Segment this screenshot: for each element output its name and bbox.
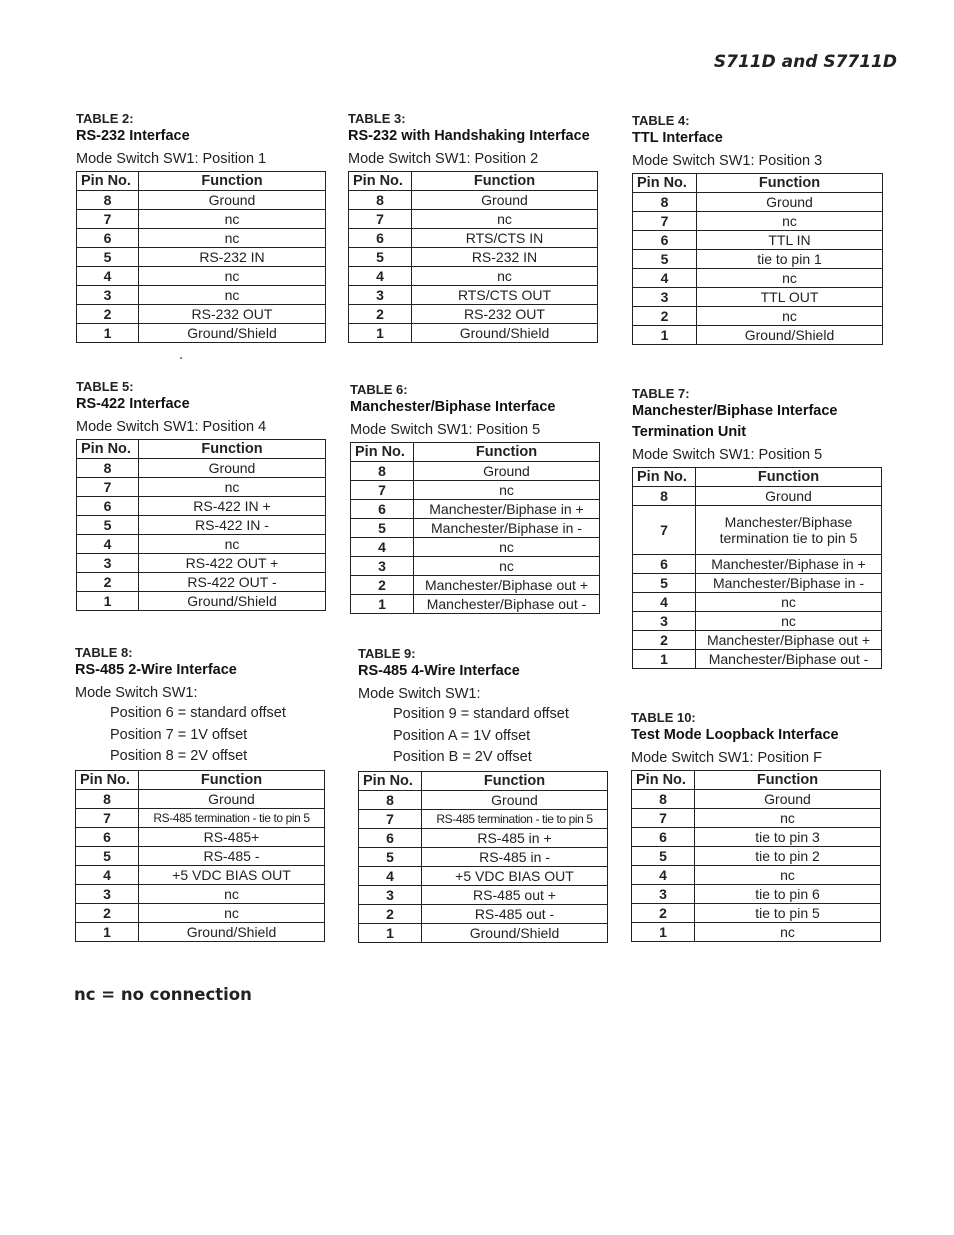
table-row	[76, 922, 325, 941]
table-name: RS-232 Interface	[76, 128, 190, 144]
table-row	[77, 554, 326, 573]
pin-number-cell: 3	[633, 288, 697, 307]
pin-number-cell: 3	[76, 884, 139, 903]
pin-number-cell: 1	[633, 326, 697, 345]
pin-number-cell: 5	[633, 250, 697, 269]
pin-column-header: Pin No.	[76, 770, 139, 789]
table-row	[632, 790, 881, 809]
pin-table	[632, 467, 882, 669]
function-cell: nc	[696, 612, 882, 631]
table-10-block	[631, 709, 881, 942]
table-row	[351, 538, 600, 557]
table-row	[632, 828, 881, 847]
table-row	[351, 576, 600, 595]
table-row	[632, 847, 881, 866]
pin-number-cell: 3	[77, 286, 139, 305]
pin-number-cell: 4	[349, 267, 412, 286]
function-cell: RS-422 IN +	[139, 497, 326, 516]
mode-switch-text: Mode Switch SW1: Position 2	[348, 151, 539, 167]
table-row	[76, 808, 325, 827]
function-cell: nc	[697, 307, 883, 326]
pin-number-cell: 2	[633, 307, 697, 326]
pin-number-cell: 8	[633, 193, 697, 212]
table-row	[76, 865, 325, 884]
pin-number-cell: 1	[633, 650, 696, 669]
function-cell: nc	[414, 557, 600, 576]
pin-number-cell: 5	[359, 847, 422, 866]
pin-number-cell: 4	[76, 865, 139, 884]
table-row	[349, 286, 598, 305]
mode-switch-text: Mode Switch SW1:	[358, 686, 481, 702]
pin-number-cell: 6	[77, 229, 139, 248]
function-cell: Ground	[139, 191, 326, 210]
function-cell: nc	[139, 210, 326, 229]
pin-number-cell: 8	[77, 459, 139, 478]
function-cell: RS-232 OUT	[139, 305, 326, 324]
function-cell: Ground/Shield	[139, 922, 325, 941]
function-cell: RS-485 termination - tie to pin 5	[422, 809, 608, 828]
table-4-block	[632, 112, 883, 345]
function-cell: Ground	[139, 789, 325, 808]
pin-column-header: Pin No.	[351, 443, 414, 462]
function-cell: tie to pin 5	[695, 904, 881, 923]
pin-number-cell: 3	[349, 286, 412, 305]
table-row	[632, 866, 881, 885]
table-row	[351, 481, 600, 500]
table-row	[349, 191, 598, 210]
function-cell: RS-422 IN -	[139, 516, 326, 535]
pin-number-cell: 3	[351, 557, 414, 576]
pin-number-cell: 4	[359, 866, 422, 885]
table-row	[633, 250, 883, 269]
position-line: Position 8 = 2V offset	[110, 748, 248, 764]
function-column-header: Function	[422, 771, 608, 790]
pin-table	[631, 770, 881, 942]
pin-number-cell: 2	[349, 305, 412, 324]
pin-number-cell: 8	[633, 487, 696, 506]
function-cell: tie to pin 3	[695, 828, 881, 847]
table-row	[76, 789, 325, 808]
table-label: TABLE 5:	[76, 379, 134, 394]
pin-number-cell: 5	[632, 847, 695, 866]
pin-number-cell: 3	[359, 885, 422, 904]
function-cell: +5 VDC BIAS OUT	[139, 865, 325, 884]
table-row	[633, 574, 882, 593]
pin-number-cell: 1	[77, 324, 139, 343]
pin-number-cell: 5	[349, 248, 412, 267]
pin-number-cell: 6	[76, 827, 139, 846]
mode-switch-text: Mode Switch SW1:	[75, 685, 198, 701]
function-cell: nc	[139, 478, 326, 497]
table-name: Test Mode Loopback Interface	[631, 727, 839, 743]
function-column-header: Function	[139, 770, 325, 789]
pin-number-cell: 4	[77, 267, 139, 286]
table-row	[632, 904, 881, 923]
function-cell: TTL OUT	[697, 288, 883, 307]
pin-column-header: Pin No.	[359, 771, 422, 790]
function-cell: nc	[695, 809, 881, 828]
table-row	[633, 326, 883, 345]
pin-number-cell: 7	[77, 210, 139, 229]
table-row	[77, 286, 326, 305]
pin-number-cell: 7	[359, 809, 422, 828]
function-cell: nc	[139, 535, 326, 554]
table-row	[633, 487, 882, 506]
table-2-block	[76, 110, 326, 343]
function-cell: RS-485 termination - tie to pin 5	[139, 808, 325, 827]
pin-number-cell: 7	[349, 210, 412, 229]
table-name: Manchester/Biphase Interface	[350, 399, 556, 415]
table-name: RS-232 with Handshaking Interface	[348, 128, 590, 144]
pin-number-cell: 3	[633, 612, 696, 631]
table-row	[77, 248, 326, 267]
table-name-line-2: Termination Unit	[632, 424, 747, 440]
pin-number-cell: 5	[633, 574, 696, 593]
table-row	[77, 478, 326, 497]
table-label: TABLE 9:	[358, 646, 416, 661]
mode-switch-text: Mode Switch SW1: Position 5	[350, 422, 541, 438]
function-cell: RS-232 IN	[139, 248, 326, 267]
position-line: Position 7 = 1V offset	[110, 726, 248, 743]
pin-table	[348, 171, 598, 343]
function-column-header: Function	[697, 174, 883, 193]
function-column-header: Function	[696, 468, 882, 487]
function-cell: RS-485 out +	[422, 885, 608, 904]
pin-number-cell: 1	[359, 923, 422, 942]
table-label: TABLE 6:	[350, 382, 408, 397]
table-row	[351, 595, 600, 614]
table-row	[359, 923, 608, 942]
pin-number-cell: 7	[351, 481, 414, 500]
table-label: TABLE 10:	[631, 710, 696, 725]
function-cell: Ground	[422, 790, 608, 809]
pin-number-cell: 8	[76, 789, 139, 808]
table-row	[77, 535, 326, 554]
pin-number-cell: 5	[76, 846, 139, 865]
pin-number-cell: 2	[351, 576, 414, 595]
pin-number-cell: 6	[633, 555, 696, 574]
function-cell: Ground/Shield	[139, 592, 326, 611]
position-line: Position 9 = standard offset	[393, 706, 569, 722]
table-6-block	[350, 381, 600, 614]
pin-table	[358, 771, 608, 943]
function-cell: Ground/Shield	[422, 923, 608, 942]
table-row	[359, 828, 608, 847]
table-row	[351, 500, 600, 519]
function-cell: RS-485 -	[139, 846, 325, 865]
table-label: TABLE 4:	[632, 113, 690, 128]
function-cell: nc	[412, 210, 598, 229]
function-cell: nc	[139, 903, 325, 922]
function-cell: nc	[414, 481, 600, 500]
pin-number-cell: 7	[633, 212, 697, 231]
table-row	[76, 903, 325, 922]
pin-number-cell: 1	[632, 923, 695, 942]
pin-table	[76, 439, 326, 611]
function-cell: nc	[695, 923, 881, 942]
table-7-block	[632, 385, 882, 669]
function-cell: RS-485 in +	[422, 828, 608, 847]
table-row	[633, 650, 882, 669]
table-row	[633, 612, 882, 631]
table-row	[359, 885, 608, 904]
pin-number-cell: 1	[351, 595, 414, 614]
table-row	[351, 519, 600, 538]
function-cell: nc	[139, 229, 326, 248]
pin-column-header: Pin No.	[77, 440, 139, 459]
table-row	[633, 307, 883, 326]
table-row	[359, 866, 608, 885]
function-cell: +5 VDC BIAS OUT	[422, 866, 608, 885]
function-cell: Ground	[696, 487, 882, 506]
table-5-block	[76, 378, 326, 611]
table-row	[77, 516, 326, 535]
table-row	[351, 557, 600, 576]
table-row	[349, 210, 598, 229]
pin-number-cell: 2	[76, 903, 139, 922]
table-row	[351, 462, 600, 481]
function-cell: Ground	[697, 193, 883, 212]
pin-number-cell: 4	[633, 269, 697, 288]
table-row	[77, 229, 326, 248]
pin-column-header: Pin No.	[633, 174, 697, 193]
table-row	[77, 324, 326, 343]
function-cell: RS-485 out -	[422, 904, 608, 923]
table-row	[349, 305, 598, 324]
pin-table	[76, 171, 326, 343]
pin-number-cell: 1	[76, 922, 139, 941]
table-row	[349, 324, 598, 343]
function-cell: tie to pin 2	[695, 847, 881, 866]
function-cell: RS-422 OUT +	[139, 554, 326, 573]
pin-number-cell: 8	[77, 191, 139, 210]
function-cell: RS-232 IN	[412, 248, 598, 267]
position-line: Position B = 2V offset	[393, 749, 532, 765]
pin-number-cell: 4	[632, 866, 695, 885]
function-cell: Manchester/Biphase in +	[414, 500, 600, 519]
document-title: S711D and S7711D	[713, 52, 897, 72]
function-cell: RS-485+	[139, 827, 325, 846]
function-cell: nc	[697, 269, 883, 288]
mode-switch-text: Mode Switch SW1: Position 5	[632, 447, 823, 463]
table-row	[77, 459, 326, 478]
pin-number-cell: 2	[359, 904, 422, 923]
table-label: TABLE 7:	[632, 386, 690, 401]
table-row	[633, 506, 882, 555]
function-cell: RS-232 OUT	[412, 305, 598, 324]
pin-number-cell: 2	[77, 573, 139, 592]
table-row	[77, 497, 326, 516]
table-row	[359, 904, 608, 923]
pin-column-header: Pin No.	[632, 771, 695, 790]
function-cell: nc	[139, 884, 325, 903]
table-name: TTL Interface	[632, 130, 723, 146]
pin-number-cell: 7	[77, 478, 139, 497]
pin-number-cell: 1	[77, 592, 139, 611]
function-column-header: Function	[695, 771, 881, 790]
function-cell: nc	[139, 286, 326, 305]
table-row	[76, 884, 325, 903]
table-row	[349, 267, 598, 286]
function-cell: Ground	[414, 462, 600, 481]
pin-number-cell: 3	[77, 554, 139, 573]
mode-switch-text: Mode Switch SW1: Position F	[631, 750, 822, 766]
pin-number-cell: 3	[632, 885, 695, 904]
table-name: RS-485 4-Wire Interface	[358, 663, 520, 679]
pin-number-cell: 8	[632, 790, 695, 809]
table-row	[632, 885, 881, 904]
function-cell: Ground/Shield	[697, 326, 883, 345]
function-cell: Ground	[412, 191, 598, 210]
pin-table	[632, 173, 883, 345]
pin-number-cell: 1	[349, 324, 412, 343]
function-cell: Manchester/Biphase in -	[414, 519, 600, 538]
pin-table	[75, 770, 325, 942]
table-row	[349, 229, 598, 248]
pin-number-cell: 7	[633, 506, 696, 555]
function-cell: Manchester/Biphase termination tie to pin 5	[696, 506, 882, 555]
table-name: Manchester/Biphase Interface	[632, 403, 838, 419]
pin-number-cell: 5	[77, 248, 139, 267]
function-cell: nc	[695, 866, 881, 885]
pin-number-cell: 7	[76, 808, 139, 827]
table-row	[633, 193, 883, 212]
table-row	[632, 923, 881, 942]
pin-number-cell: 6	[351, 500, 414, 519]
function-cell: RTS/CTS OUT	[412, 286, 598, 305]
footnote: nc = no connection	[74, 985, 252, 1004]
function-cell: Manchester/Biphase out +	[414, 576, 600, 595]
pin-column-header: Pin No.	[349, 172, 412, 191]
table-row	[77, 191, 326, 210]
pin-number-cell: 2	[77, 305, 139, 324]
function-cell: nc	[139, 267, 326, 286]
table-9-block	[358, 645, 608, 943]
pin-number-cell: 4	[633, 593, 696, 612]
pin-number-cell: 6	[633, 231, 697, 250]
function-column-header: Function	[412, 172, 598, 191]
pin-number-cell: 6	[349, 229, 412, 248]
table-row	[633, 288, 883, 307]
pin-number-cell: 6	[77, 497, 139, 516]
pin-number-cell: 4	[77, 535, 139, 554]
table-row	[77, 573, 326, 592]
mode-switch-text: Mode Switch SW1: Position 1	[76, 151, 267, 167]
position-line: Position A = 1V offset	[393, 727, 531, 744]
function-column-header: Function	[139, 440, 326, 459]
table-name: RS-422 Interface	[76, 396, 190, 412]
table-row	[359, 847, 608, 866]
scan-speck	[180, 357, 182, 359]
pin-number-cell: 8	[359, 790, 422, 809]
table-row	[633, 555, 882, 574]
table-label: TABLE 3:	[348, 111, 406, 126]
function-cell: Manchester/Biphase in +	[696, 555, 882, 574]
function-cell: nc	[412, 267, 598, 286]
table-row	[76, 827, 325, 846]
table-row	[77, 210, 326, 229]
function-cell: tie to pin 1	[697, 250, 883, 269]
table-row	[633, 631, 882, 650]
function-cell: nc	[414, 538, 600, 557]
table-row	[359, 809, 608, 828]
function-cell: TTL IN	[697, 231, 883, 250]
table-3-block	[348, 110, 598, 343]
function-cell: Ground	[139, 459, 326, 478]
table-row	[633, 269, 883, 288]
function-cell: RS-485 in -	[422, 847, 608, 866]
function-cell: Manchester/Biphase out -	[414, 595, 600, 614]
pin-number-cell: 2	[633, 631, 696, 650]
pin-column-header: Pin No.	[633, 468, 696, 487]
pin-number-cell: 5	[351, 519, 414, 538]
pin-number-cell: 2	[632, 904, 695, 923]
table-row	[632, 809, 881, 828]
pin-number-cell: 4	[351, 538, 414, 557]
table-row	[77, 267, 326, 286]
function-cell: Manchester/Biphase out +	[696, 631, 882, 650]
pin-number-cell: 6	[632, 828, 695, 847]
table-label: TABLE 2:	[76, 111, 134, 126]
pin-number-cell: 8	[351, 462, 414, 481]
function-cell: Ground	[695, 790, 881, 809]
pin-table	[350, 442, 600, 614]
table-row	[349, 248, 598, 267]
function-cell: Manchester/Biphase in -	[696, 574, 882, 593]
position-line: Position 6 = standard offset	[110, 705, 286, 721]
function-cell: Ground/Shield	[139, 324, 326, 343]
table-row	[633, 212, 883, 231]
pin-number-cell: 5	[77, 516, 139, 535]
function-cell: nc	[696, 593, 882, 612]
table-row	[77, 305, 326, 324]
function-cell: RS-422 OUT -	[139, 573, 326, 592]
pin-number-cell: 8	[349, 191, 412, 210]
table-label: TABLE 8:	[75, 645, 133, 660]
table-row	[359, 790, 608, 809]
pin-column-header: Pin No.	[77, 172, 139, 191]
mode-switch-text: Mode Switch SW1: Position 3	[632, 153, 823, 169]
table-row	[633, 593, 882, 612]
pin-number-cell: 6	[359, 828, 422, 847]
table-row	[76, 846, 325, 865]
function-cell: Manchester/Biphase out -	[696, 650, 882, 669]
function-cell: Ground/Shield	[412, 324, 598, 343]
table-name: RS-485 2-Wire Interface	[75, 662, 237, 678]
mode-switch-text: Mode Switch SW1: Position 4	[76, 419, 267, 435]
pin-number-cell: 7	[632, 809, 695, 828]
function-column-header: Function	[414, 443, 600, 462]
table-8-block	[75, 644, 325, 942]
function-column-header: Function	[139, 172, 326, 191]
table-row	[633, 231, 883, 250]
function-cell: RTS/CTS IN	[412, 229, 598, 248]
function-cell: nc	[697, 212, 883, 231]
table-row	[77, 592, 326, 611]
function-cell: tie to pin 6	[695, 885, 881, 904]
